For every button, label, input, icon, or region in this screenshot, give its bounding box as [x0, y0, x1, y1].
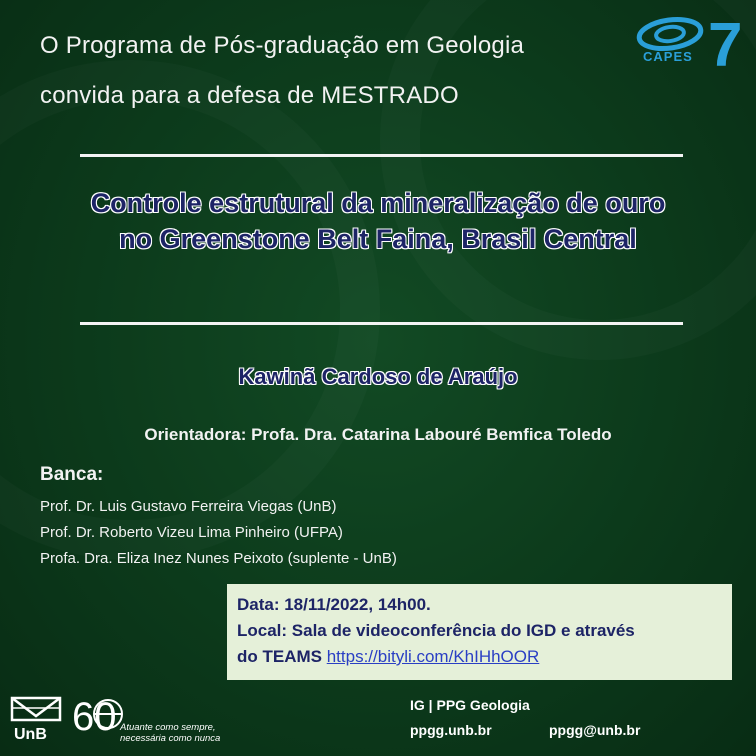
banca-member: Prof. Dr. Roberto Vizeu Lima Pinheiro (UFPA)	[40, 524, 343, 541]
footer-website[interactable]: ppgg.unb.br	[410, 722, 492, 738]
motto-line-2: necessária como nunca	[120, 733, 221, 744]
author-name: Kawinã Cardoso de Araújo	[238, 364, 518, 389]
motto-line-1: Atuante como sempre,	[120, 722, 216, 733]
footer-org: IG | PPG Geologia	[410, 697, 530, 713]
divider-top	[80, 154, 683, 157]
capes-logo	[636, 6, 750, 76]
capes-grade: 7	[708, 11, 743, 76]
sixty-text: 60	[72, 695, 117, 738]
divider-bottom	[80, 322, 683, 325]
unb-label: UnB	[14, 726, 47, 743]
teams-link[interactable]: https://bityli.com/KhIHhOOR	[326, 647, 540, 666]
header-line-2: convida para a defesa de MESTRADO	[40, 82, 459, 109]
event-location: Local: Sala de videoconferência do IGD e através	[237, 621, 635, 640]
banca-title: Banca:	[40, 464, 104, 485]
thesis-title-line-2: no Greenstone Belt Faina, Brasil Central	[119, 224, 637, 254]
advisor: Orientadora: Profa. Dra. Catarina Labouré Bemfica Toledo	[144, 425, 612, 444]
thesis-title-line-1: Controle estrutural da mineralização de ouro	[90, 188, 666, 218]
capes-label: CAPES	[643, 49, 693, 64]
banca-member: Profa. Dra. Eliza Inez Nunes Peixoto (suplente - UnB)	[40, 550, 397, 567]
footer-email[interactable]: ppgg@unb.br	[549, 722, 641, 738]
event-date: Data: 18/11/2022, 14h00.	[237, 595, 431, 614]
teams-prefix: do TEAMS	[237, 647, 327, 666]
event-location-teams	[237, 644, 722, 670]
banca-member: Prof. Dr. Luis Gustavo Ferreira Viegas (UnB)	[40, 498, 337, 515]
motto	[120, 722, 220, 744]
header-line-1: O Programa de Pós-graduação em Geologia	[40, 32, 525, 59]
info-box	[227, 584, 732, 680]
